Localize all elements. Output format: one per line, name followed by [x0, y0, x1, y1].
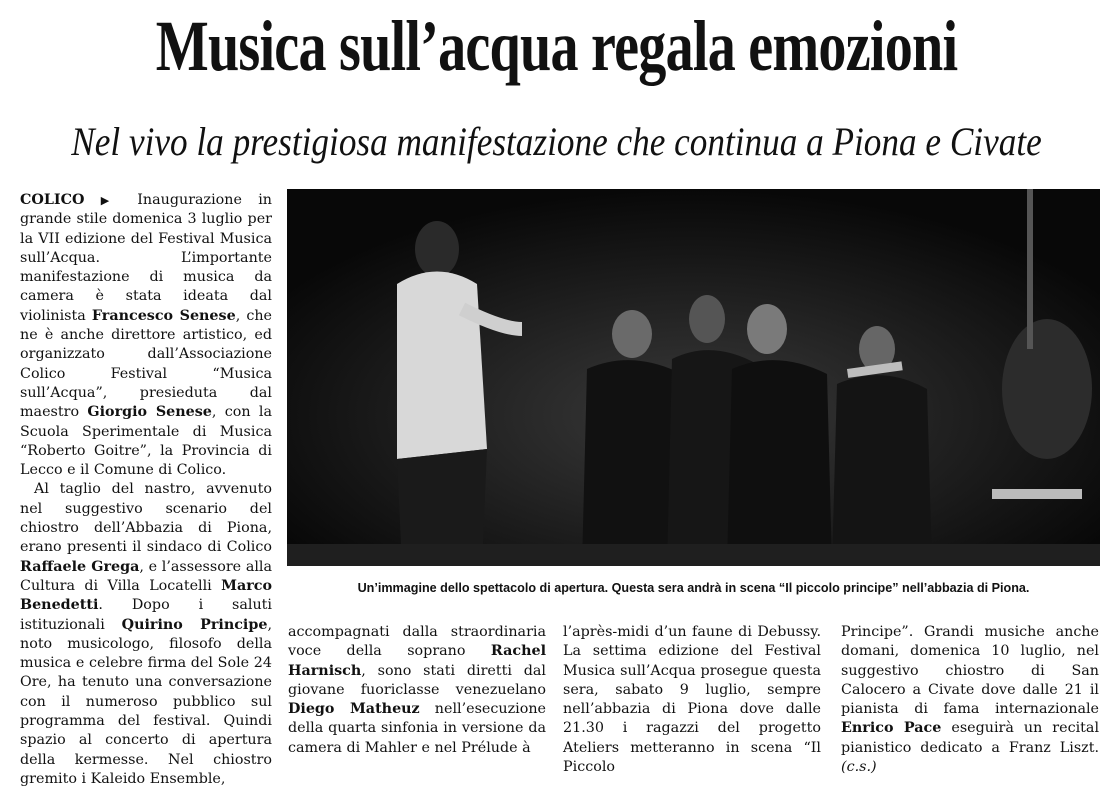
dateline: COLICO: [20, 192, 85, 208]
text-run: , che ne è anche direttore artistico, ed organizzato dall’Associazione Colico Festival “Musica sull’Acqua”, presieduta dal maestro: [20, 307, 273, 421]
text-run: , sono stati diretti dal giovane fuoriclasse venezuelano: [288, 662, 546, 698]
concert-photo: [287, 189, 1100, 566]
text-run: Inaugurazione in grande stile domenica 3 luglio per la VII edizione del Festival Musica sull’Acqua. L’importante manifestazione di musica da camera è stata ideata dal violinista: [20, 192, 273, 324]
person-name: Diego Matheuz: [288, 701, 420, 718]
article-column-4: [841, 623, 1099, 777]
concert-photo-icon: [287, 189, 1100, 566]
person-name: Giorgio Senese: [87, 404, 212, 421]
person-name: Raffaele Grega: [20, 558, 140, 575]
text-run: Principe”. Grandi musiche anche domani, domenica 10 luglio, nel suggestivo chiostro di San Calocero a Civate dove dalle 21 il pianista di fama internazionale: [841, 624, 1099, 718]
paragraph-2: [20, 480, 272, 789]
article-column-1: [20, 191, 272, 789]
paragraph-5: [841, 623, 1099, 777]
headline: Musica sull’acqua regala emozioni: [155, 6, 958, 86]
article-column-2: [288, 623, 546, 758]
paragraph-3: [288, 623, 546, 758]
text-run: Al taglio del nastro, avvenuto nel suggestivo scenario del chiostro dell’Abbazia di Piona, erano presenti il sindaco di Colico: [20, 481, 272, 556]
paragraph-4: [563, 623, 821, 777]
article-column-3: [563, 623, 821, 777]
text-run: , e l’assessore alla Cultura di Villa Locatelli: [20, 558, 273, 594]
text-run: l’après-midi d’un faune di Debussy. La settima edizione del Festival Musica sull’Acqua prosegue questa sera, sabato 9 luglio, sempre nell’abbazia di Piona dove dalle 21.30 i ragazzi del progetto Ateliers metteranno in scena “Il Piccolo: [563, 624, 821, 776]
photo-caption: Un’immagine dello spettacolo di apertura. Questa sera andrà in scena “Il piccolo principe” nell’abbazia di Piona.: [357, 581, 1030, 595]
paragraph-1: [20, 191, 272, 480]
author-signature: (c.s.): [841, 759, 877, 776]
person-name: Enrico Pace: [841, 720, 942, 737]
text-run: nell’esecuzione della quarta sinfonia in versione da camera di Mahler e nel Prélude à: [288, 701, 546, 756]
person-name: Quirino Principe: [121, 616, 268, 633]
dateline-marker-icon: ▶: [100, 194, 121, 207]
subheadline: Nel vivo la prestigiosa manifestazione che continua a Piona e Civate: [71, 119, 1042, 164]
text-run: , noto musicologo, filosofo della musica e celebre firma del Sole 24 Ore, ha tenuto una conversazione con il numeroso pubblico sul programma del festival. Quindi spazio al concerto di apertura della kermesse. Nel chiostro gremito i Kaleido Ensemble,: [20, 616, 272, 787]
text-run: . Dopo i saluti istituzionali: [20, 597, 272, 633]
person-name: Francesco Senese: [91, 307, 236, 324]
text-run: accompagnati dalla straordinaria voce della soprano: [288, 624, 546, 660]
person-name: Rachel Harnisch: [288, 643, 547, 679]
text-run: eseguirà un recital pianistico dedicato a Franz Liszt.: [841, 720, 1100, 756]
person-name: Marco Benedetti: [20, 577, 272, 614]
text-run: , con la Scuola Sperimentale di Musica “Roberto Goitre”, la Provincia di Lecco e il Comune di Colico.: [20, 404, 272, 479]
